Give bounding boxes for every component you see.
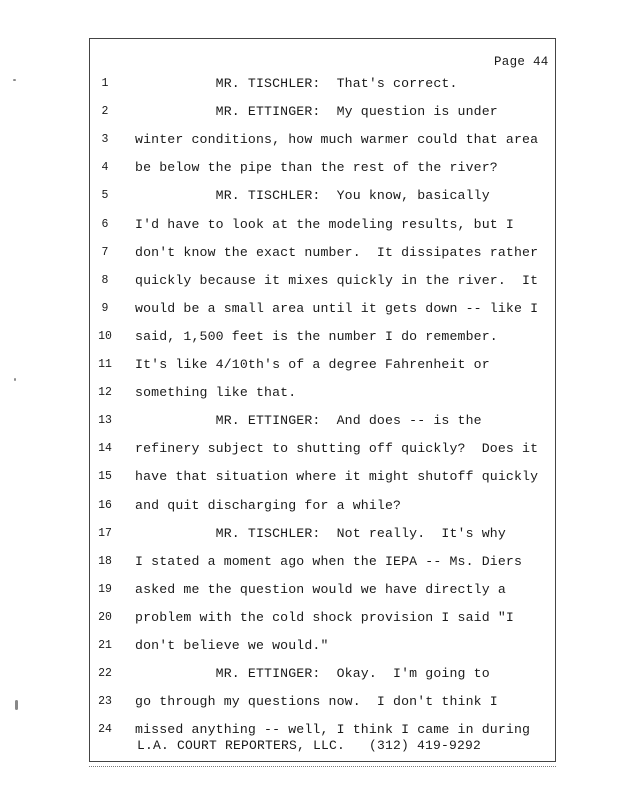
transcript-line: would be a small area until it gets down -- like I — [135, 300, 539, 316]
line-number: 6 — [101, 217, 109, 231]
transcript-line: problem with the cold shock provision I said "I — [135, 609, 514, 625]
line-number: 4 — [101, 161, 109, 175]
transcript-line: quickly because it mixes quickly in the river. It — [135, 272, 539, 288]
line-number: 12 — [98, 386, 112, 400]
line-number: 9 — [101, 301, 109, 315]
line-number: 18 — [98, 554, 112, 568]
scan-speck — [15, 700, 18, 710]
line-number: 11 — [98, 358, 112, 371]
transcript-line: MR. TISCHLER: That's correct. — [135, 76, 458, 91]
line-number: 2 — [101, 105, 109, 119]
line-number: 10 — [98, 329, 112, 343]
transcript-line: It's like 4/10th's of a degree Fahrenheit or — [135, 357, 490, 372]
transcript-line: don't believe we would." — [135, 638, 329, 653]
transcript-line: missed anything -- well, I think I came in during — [135, 722, 531, 738]
transcript-line: don't know the exact number. It dissipates rather — [135, 244, 539, 260]
transcript-line: have that situation where it might shutoff quickly — [135, 469, 539, 485]
transcript-line: go through my questions now. I don't think I — [135, 694, 498, 710]
line-number: 19 — [98, 582, 112, 596]
transcript-line: MR. ETTINGER: My question is under — [135, 104, 498, 120]
line-number: 24 — [98, 723, 112, 737]
transcript-line: and quit discharging for a while? — [135, 497, 402, 513]
line-number: 16 — [98, 498, 112, 512]
line-number: 20 — [98, 610, 112, 624]
transcript-line: asked me the question would we have directly a — [135, 581, 506, 597]
transcript-line: something like that. — [135, 385, 297, 401]
line-number: 14 — [98, 442, 112, 456]
line-number: 7 — [101, 245, 109, 259]
page-number: Page 44 — [494, 55, 549, 69]
transcript-line: refinery subject to shutting off quickly? Does it — [135, 441, 539, 457]
transcript-line: winter conditions, how much warmer could that area — [135, 132, 539, 148]
transcript-line: I stated a moment ago when the IEPA -- Ms. Diers — [135, 553, 523, 569]
transcript-line: I'd have to look at the modeling results, but I — [135, 216, 514, 232]
scan-speck — [13, 79, 16, 81]
transcript-line: MR. ETTINGER: And does -- is the — [135, 413, 482, 429]
transcript-line: said, 1,500 feet is the number I do remember. — [135, 328, 498, 344]
line-number: 23 — [98, 695, 112, 709]
footer-reporter: L.A. COURT REPORTERS, LLC. (312) 419-9292 — [137, 738, 482, 753]
line-number: 13 — [98, 414, 112, 428]
line-number: 1 — [101, 77, 109, 90]
transcript-line: be below the pipe than the rest of the river? — [135, 160, 498, 176]
line-number: 22 — [98, 667, 112, 681]
transcript-line: MR. TISCHLER: You know, basically — [135, 188, 490, 204]
line-number: 21 — [98, 639, 112, 652]
line-number: 15 — [98, 470, 112, 484]
transcript-line: MR. ETTINGER: Okay. I'm going to — [135, 666, 490, 682]
transcript-line: MR. TISCHLER: Not really. It's why — [135, 525, 506, 541]
scan-speck — [14, 378, 16, 381]
line-number: 17 — [98, 526, 112, 540]
line-number: 3 — [101, 133, 109, 147]
line-number: 5 — [101, 189, 109, 203]
line-number: 8 — [101, 273, 109, 287]
